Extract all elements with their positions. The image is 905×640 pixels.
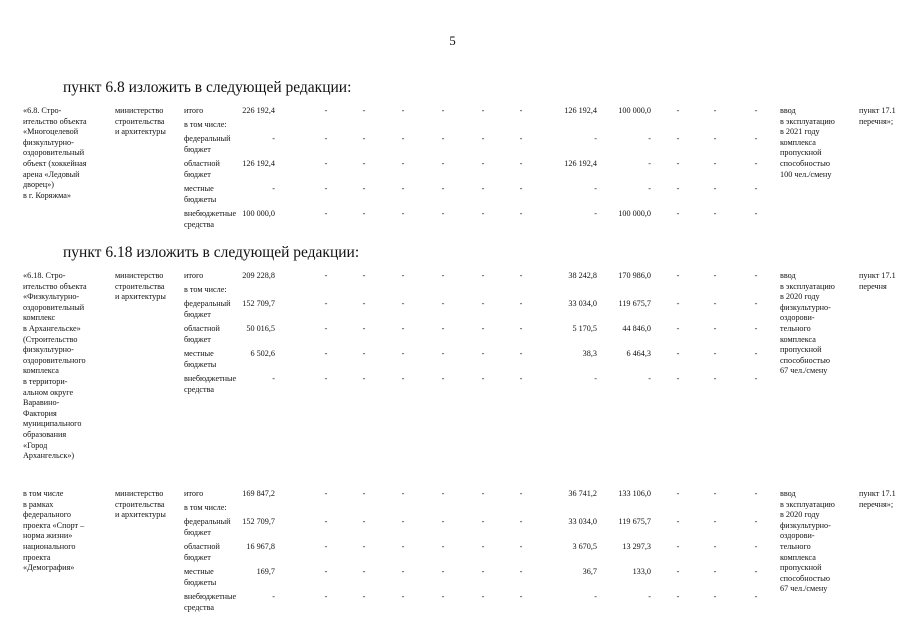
year-amount: - <box>441 209 445 218</box>
year-amount: - <box>754 592 758 601</box>
year-amount: - <box>481 209 485 218</box>
year-amount: - <box>362 324 366 333</box>
total-amount: - <box>272 184 275 193</box>
year-amount: - <box>441 134 445 143</box>
object-name: «6.18. Стро- ительство объекта «Физкультурно- оздоровительный комплекс в Архангельске» (Строительство физкультурно- оздоровительного комплекса в территори- альном округе Варавино- Фактория муниципального образования «Город Архангельск») <box>23 271 87 461</box>
year-amount: 100 000,0 <box>618 106 651 115</box>
funding-source-label: местные бюджеты <box>184 349 217 369</box>
year-amount: - <box>648 134 651 143</box>
funding-source-label: федеральный бюджет <box>184 299 231 319</box>
year-amount: - <box>754 324 758 333</box>
funding-source-label: местные бюджеты <box>184 184 217 204</box>
total-amount: 50 016,5 <box>246 324 275 333</box>
funding-source-label: итого <box>184 106 204 115</box>
year-amount: 5 170,5 <box>572 324 597 333</box>
year-amount: - <box>481 299 485 308</box>
object-name: «6.8. Стро- ительство объекта «Многоцелевой физкультурно- оздоровительный объект (хоккейная арена «Ледовый дворец») в г. Коряжма» <box>23 106 87 200</box>
year-amount: - <box>713 271 717 280</box>
year-amount: - <box>754 517 758 526</box>
page-number: 5 <box>449 33 456 48</box>
year-amount: - <box>362 374 366 383</box>
year-amount: - <box>481 489 485 498</box>
year-amount: - <box>676 567 680 576</box>
year-amount: - <box>441 592 445 601</box>
year-amount: - <box>713 299 717 308</box>
year-amount: 119 675,7 <box>618 517 651 526</box>
year-amount: 36,7 <box>582 567 597 576</box>
year-amount: - <box>481 134 485 143</box>
year-amount: - <box>362 299 366 308</box>
year-amount: - <box>519 184 523 193</box>
reference: пункт 17.1 перечня»; <box>859 489 896 509</box>
year-amount: - <box>754 299 758 308</box>
year-amount: - <box>519 271 523 280</box>
year-amount: - <box>713 184 717 193</box>
year-amount: - <box>441 106 445 115</box>
year-amount: 38 242,8 <box>568 271 597 280</box>
year-amount: - <box>676 542 680 551</box>
year-amount: - <box>754 349 758 358</box>
year-amount: - <box>324 159 328 168</box>
year-amount: - <box>362 271 366 280</box>
total-amount: 209 228,8 <box>242 271 275 280</box>
year-amount: - <box>519 592 523 601</box>
year-amount: - <box>713 567 717 576</box>
year-amount: - <box>594 209 597 218</box>
year-amount: - <box>676 106 680 115</box>
total-amount: 152 709,7 <box>242 517 275 526</box>
total-amount: - <box>272 592 275 601</box>
year-amount: - <box>519 567 523 576</box>
year-amount: - <box>401 349 405 358</box>
funding-source-label: в том числе: <box>184 285 227 294</box>
year-amount: 126 192,4 <box>564 106 597 115</box>
total-amount: 169,7 <box>256 567 275 576</box>
year-amount: - <box>676 324 680 333</box>
year-amount: - <box>481 106 485 115</box>
year-amount: - <box>481 271 485 280</box>
year-amount: 133,0 <box>632 567 651 576</box>
year-amount: - <box>481 592 485 601</box>
year-amount: - <box>362 106 366 115</box>
year-amount: - <box>441 349 445 358</box>
year-amount: - <box>362 542 366 551</box>
year-amount: - <box>676 299 680 308</box>
year-amount: - <box>519 299 523 308</box>
year-amount: - <box>676 592 680 601</box>
year-amount: 133 106,0 <box>618 489 651 498</box>
funding-source-label: федеральный бюджет <box>184 517 231 537</box>
year-amount: - <box>401 159 405 168</box>
funding-source-label: федеральный бюджет <box>184 134 231 154</box>
year-amount: - <box>676 159 680 168</box>
year-amount: - <box>401 324 405 333</box>
year-amount: - <box>401 489 405 498</box>
year-amount: - <box>441 542 445 551</box>
year-amount: 6 464,3 <box>626 349 651 358</box>
year-amount: 38,3 <box>582 349 597 358</box>
year-amount: - <box>481 159 485 168</box>
year-amount: - <box>324 567 328 576</box>
year-amount: - <box>324 271 328 280</box>
year-amount: - <box>648 159 651 168</box>
year-amount: - <box>754 567 758 576</box>
year-amount: - <box>713 542 717 551</box>
year-amount: 44 846,0 <box>622 324 651 333</box>
year-amount: - <box>441 159 445 168</box>
year-amount: - <box>754 489 758 498</box>
year-amount: 33 034,0 <box>568 517 597 526</box>
year-amount: - <box>401 374 405 383</box>
funding-source-label: итого <box>184 271 204 280</box>
year-amount: - <box>401 134 405 143</box>
year-amount: - <box>754 134 758 143</box>
funding-source-label: местные бюджеты <box>184 567 217 587</box>
funding-source-label: итого <box>184 489 204 498</box>
year-amount: - <box>324 106 328 115</box>
year-amount: - <box>713 349 717 358</box>
section-heading: пункт 6.8 изложить в следующей редакции: <box>63 79 352 96</box>
year-amount: - <box>754 209 758 218</box>
year-amount: - <box>754 374 758 383</box>
year-amount: - <box>754 106 758 115</box>
expected-result: ввод в эксплуатацию в 2020 году физкультурно- оздорови- тельного комплекса пропускной способностью 67 чел./смену <box>780 489 835 594</box>
year-amount: - <box>519 159 523 168</box>
year-amount: - <box>324 324 328 333</box>
year-amount: - <box>362 209 366 218</box>
year-amount: - <box>648 592 651 601</box>
year-amount: - <box>754 184 758 193</box>
year-amount: - <box>401 567 405 576</box>
year-amount: - <box>401 299 405 308</box>
year-amount: - <box>754 542 758 551</box>
year-amount: - <box>519 324 523 333</box>
year-amount: - <box>713 209 717 218</box>
year-amount: - <box>594 592 597 601</box>
year-amount: - <box>324 374 328 383</box>
responsible-ministry: министерство строительства и архитектуры <box>115 271 166 302</box>
year-amount: - <box>754 159 758 168</box>
year-amount: - <box>481 324 485 333</box>
year-amount: - <box>713 134 717 143</box>
year-amount: 126 192,4 <box>564 159 597 168</box>
year-amount: - <box>481 349 485 358</box>
year-amount: - <box>362 567 366 576</box>
year-amount: - <box>481 184 485 193</box>
year-amount: - <box>362 184 366 193</box>
total-amount: 16 967,8 <box>246 542 275 551</box>
year-amount: - <box>362 517 366 526</box>
year-amount: - <box>519 374 523 383</box>
total-amount: - <box>272 374 275 383</box>
year-amount: - <box>324 134 328 143</box>
year-amount: - <box>519 106 523 115</box>
year-amount: - <box>713 374 717 383</box>
year-amount: 100 000,0 <box>618 209 651 218</box>
funding-source-label: в том числе: <box>184 120 227 129</box>
year-amount: - <box>324 592 328 601</box>
year-amount: - <box>441 184 445 193</box>
responsible-ministry: министерство строительства и архитектуры <box>115 106 166 137</box>
year-amount: - <box>401 106 405 115</box>
year-amount: - <box>441 567 445 576</box>
year-amount: - <box>362 349 366 358</box>
year-amount: - <box>324 489 328 498</box>
year-amount: - <box>648 374 651 383</box>
year-amount: - <box>676 374 680 383</box>
funding-source-label: внебюджетные средства <box>184 374 237 394</box>
year-amount: - <box>519 134 523 143</box>
year-amount: - <box>481 517 485 526</box>
funding-source-label: областной бюджет <box>184 159 220 179</box>
funding-source-label: внебюджетные средства <box>184 209 237 229</box>
year-amount: - <box>324 542 328 551</box>
total-amount: 126 192,4 <box>242 159 275 168</box>
year-amount: - <box>594 134 597 143</box>
total-amount: 169 847,2 <box>242 489 275 498</box>
year-amount: - <box>324 299 328 308</box>
year-amount: - <box>519 542 523 551</box>
object-name: в том числе в рамках федерального проекта «Спорт – норма жизни» национального проекта «Демография» <box>23 489 85 573</box>
year-amount: - <box>481 542 485 551</box>
reference: пункт 17.1 перечня <box>859 271 896 291</box>
year-amount: - <box>401 517 405 526</box>
expected-result: ввод в эксплуатацию в 2021 году комплекса пропускной способностью 100 чел./смену <box>780 106 835 179</box>
year-amount: - <box>362 592 366 601</box>
year-amount: - <box>401 592 405 601</box>
year-amount: - <box>519 349 523 358</box>
total-amount: - <box>272 134 275 143</box>
total-amount: 6 502,6 <box>250 349 275 358</box>
year-amount: - <box>713 517 717 526</box>
year-amount: - <box>594 374 597 383</box>
year-amount: - <box>362 159 366 168</box>
year-amount: - <box>441 517 445 526</box>
year-amount: - <box>676 134 680 143</box>
year-amount: - <box>481 374 485 383</box>
year-amount: 33 034,0 <box>568 299 597 308</box>
year-amount: 13 297,3 <box>622 542 651 551</box>
year-amount: - <box>441 271 445 280</box>
year-amount: - <box>713 489 717 498</box>
year-amount: - <box>324 349 328 358</box>
total-amount: 226 192,4 <box>242 106 275 115</box>
year-amount: - <box>441 324 445 333</box>
year-amount: - <box>676 271 680 280</box>
reference: пункт 17.1 перечня»; <box>859 106 896 126</box>
year-amount: - <box>324 184 328 193</box>
responsible-ministry: министерство строительства и архитектуры <box>115 489 166 520</box>
year-amount: - <box>519 489 523 498</box>
year-amount: - <box>676 184 680 193</box>
year-amount: 36 741,2 <box>568 489 597 498</box>
total-amount: 152 709,7 <box>242 299 275 308</box>
year-amount: - <box>676 349 680 358</box>
year-amount: - <box>362 489 366 498</box>
funding-source-label: в том числе: <box>184 503 227 512</box>
year-amount: - <box>324 517 328 526</box>
funding-source-label: внебюджетные средства <box>184 592 237 612</box>
year-amount: - <box>441 374 445 383</box>
year-amount: - <box>519 517 523 526</box>
year-amount: 170 986,0 <box>618 271 651 280</box>
year-amount: - <box>481 567 485 576</box>
year-amount: - <box>441 489 445 498</box>
total-amount: 100 000,0 <box>242 209 275 218</box>
funding-source-label: областной бюджет <box>184 542 220 562</box>
year-amount: - <box>401 184 405 193</box>
year-amount: - <box>713 592 717 601</box>
year-amount: - <box>754 271 758 280</box>
section-heading: пункт 6.18 изложить в следующей редакции: <box>63 244 360 261</box>
year-amount: - <box>401 271 405 280</box>
year-amount: - <box>441 299 445 308</box>
year-amount: - <box>401 209 405 218</box>
year-amount: - <box>324 209 328 218</box>
year-amount: - <box>401 542 405 551</box>
year-amount: - <box>676 209 680 218</box>
year-amount: - <box>594 184 597 193</box>
year-amount: - <box>676 517 680 526</box>
year-amount: - <box>519 209 523 218</box>
funding-source-label: областной бюджет <box>184 324 220 344</box>
expected-result: ввод в эксплуатацию в 2020 году физкультурно- оздорови- тельного комплекса пропускной способностью 67 чел./смену <box>780 271 835 376</box>
year-amount: - <box>648 184 651 193</box>
year-amount: - <box>713 159 717 168</box>
year-amount: 3 670,5 <box>572 542 597 551</box>
year-amount: - <box>676 489 680 498</box>
year-amount: - <box>362 134 366 143</box>
year-amount: 119 675,7 <box>618 299 651 308</box>
year-amount: - <box>713 324 717 333</box>
year-amount: - <box>713 106 717 115</box>
